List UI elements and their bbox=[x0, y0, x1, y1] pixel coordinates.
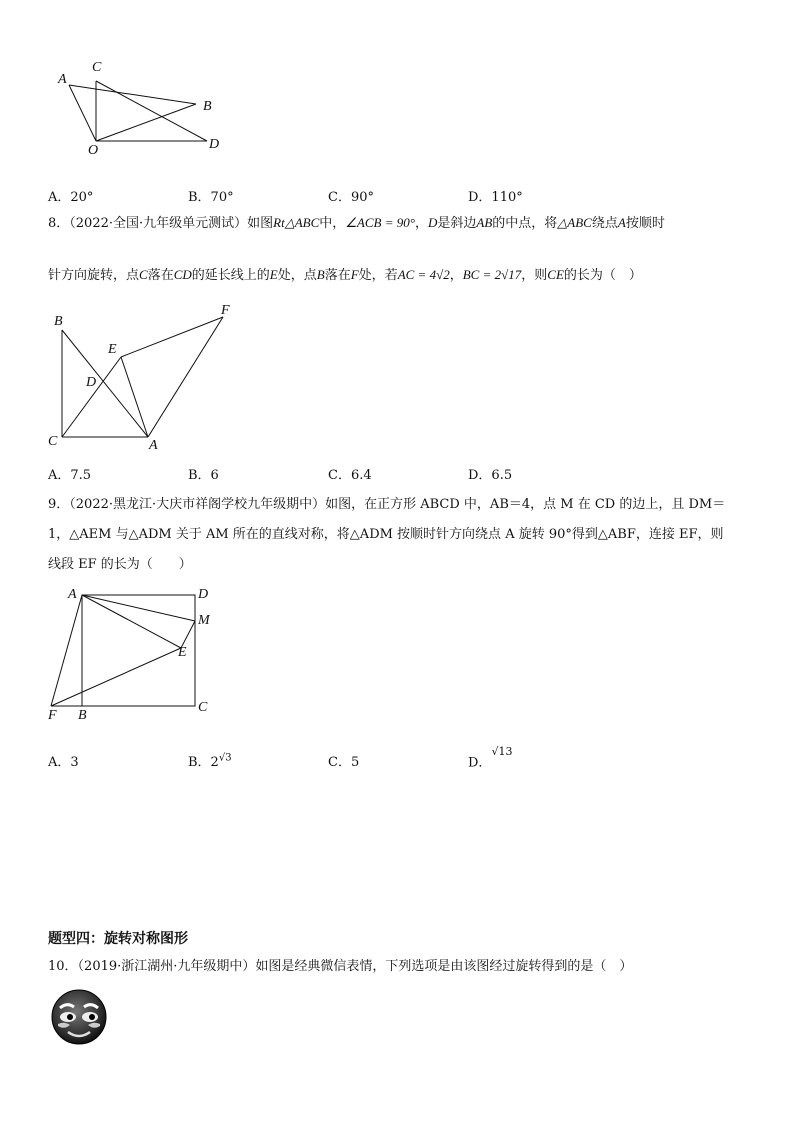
q9-line-AM bbox=[82, 595, 195, 621]
q8-text: 的中点，将 bbox=[492, 216, 558, 231]
q8-fig-label-F: F bbox=[221, 303, 230, 318]
q9-line1: 9．（2022·黑龙江·大庆市祥阁学校九年级期中）如图，在正方形 ABCD 中，AB＝4，点 M 在 CD 的边上，且 DM＝ bbox=[48, 497, 726, 512]
q8-text: 绕点 bbox=[591, 216, 618, 231]
q8-c: C bbox=[139, 267, 148, 282]
q9-option-d bbox=[468, 745, 513, 771]
q8-ac-value: AC = 4√2 bbox=[397, 267, 450, 282]
q9-fig-label-E: E bbox=[178, 645, 187, 660]
q9-option-a: A．3 bbox=[48, 755, 79, 770]
q8-text: ， bbox=[414, 216, 428, 231]
q8-option-a: A．7.5 bbox=[48, 468, 92, 483]
q8-source: （2022·全国·九年级单元测试） bbox=[69, 216, 248, 231]
q8-fig-label-C: C bbox=[48, 434, 58, 449]
q8-option-c: C．6.4 bbox=[328, 468, 372, 483]
q8-rt-abc: Rt△ABC bbox=[273, 215, 320, 230]
q8-text: 按顺时 bbox=[625, 216, 665, 231]
q8-text: 处，点 bbox=[277, 268, 317, 283]
q8-angle: ∠ACB = 90° bbox=[345, 215, 415, 230]
q8-text: 如图 bbox=[247, 216, 274, 231]
q7-option-a: A．20° bbox=[48, 190, 94, 205]
section-title: 题型四：旋转对称图形 bbox=[48, 931, 188, 947]
q9-fig-label-F: F bbox=[48, 708, 57, 723]
q8-text: 针方向旋转，点 bbox=[48, 268, 140, 283]
q8-d: D bbox=[427, 215, 438, 230]
q9-option-b bbox=[188, 751, 232, 770]
q9-option-b-root: √3 bbox=[218, 752, 232, 764]
q9-line-FE bbox=[51, 648, 181, 706]
q8-fig-label-A: A bbox=[149, 438, 158, 453]
q9-fig-label-C: C bbox=[198, 700, 208, 715]
q8-text: 落在 bbox=[147, 268, 174, 283]
q9-fig-label-B: B bbox=[78, 708, 87, 723]
q8-text: 落在 bbox=[324, 268, 351, 283]
q8-text: 处，若 bbox=[358, 268, 398, 283]
q9-line-AF bbox=[51, 595, 82, 706]
q8-option-b: B．6 bbox=[188, 468, 219, 483]
fig7-label-B: B bbox=[203, 99, 212, 114]
fig7-label-A: A bbox=[58, 72, 67, 87]
q9-option-d-root: √13 bbox=[491, 745, 513, 758]
fig7-label-C: C bbox=[92, 60, 102, 75]
q9-line3: 线段 EF 的长为（ ） bbox=[48, 557, 192, 572]
q8-f: F bbox=[350, 267, 359, 282]
q7-option-b: B．70° bbox=[188, 190, 234, 205]
q9-option-b-label: B．2 bbox=[188, 755, 219, 770]
q8-fig-label-E: E bbox=[108, 342, 117, 357]
q8-text: 中， bbox=[319, 216, 346, 231]
fig7-label-O: O bbox=[88, 143, 99, 158]
q8-text: 是斜边 bbox=[437, 216, 477, 231]
q8-fig-label-B: B bbox=[54, 314, 63, 329]
q8-text: ，则 bbox=[521, 268, 548, 283]
q9-line-EM bbox=[181, 621, 195, 648]
q8-ab: AB bbox=[476, 215, 493, 230]
q8-tri: △ABC bbox=[557, 215, 592, 230]
q8-a: A bbox=[617, 215, 626, 230]
q10-text: 10．（2019·浙江湖州·九年级期中）如图是经典微信表情，下列选项是由该图经过旋转得到的是（ ） bbox=[48, 959, 633, 974]
q7-option-c: C．90° bbox=[328, 190, 374, 205]
q9-fig-label-A: A bbox=[68, 587, 77, 602]
q7-option-d: D．110° bbox=[468, 190, 523, 205]
fig7-label-D: D bbox=[209, 137, 220, 152]
q9-fig-label-D: D bbox=[198, 587, 209, 602]
q8-ce: CE bbox=[547, 267, 564, 282]
q8-text: 的长为（ ） bbox=[563, 268, 642, 283]
wechat-emoji-image bbox=[50, 988, 108, 1046]
q8-option-d: D．6.5 bbox=[468, 468, 513, 483]
q9-fig-label-M: M bbox=[198, 613, 210, 628]
q9-line2: 1，△AEM 与△ADM 关于 AM 所在的直线对称，将△ADM 按顺时针方向绕点 A 旋转 90°得到△ABF，连接 EF，则 bbox=[48, 527, 724, 542]
q9-option-c: C．5 bbox=[328, 755, 360, 770]
q9-option-d-label: D． bbox=[468, 755, 492, 771]
q8-fig-label-D: D bbox=[86, 375, 97, 390]
q9-line-AE bbox=[82, 595, 181, 648]
q8-bc-value: BC = 2√17 bbox=[462, 267, 522, 282]
q8-number: 8． bbox=[48, 216, 70, 231]
q8-b: B bbox=[316, 267, 325, 282]
q8-text: ， bbox=[449, 268, 463, 283]
q8-text: 的延长线上的 bbox=[191, 268, 270, 283]
q8-e: E bbox=[269, 267, 278, 282]
q8-cd: CD bbox=[173, 267, 192, 282]
